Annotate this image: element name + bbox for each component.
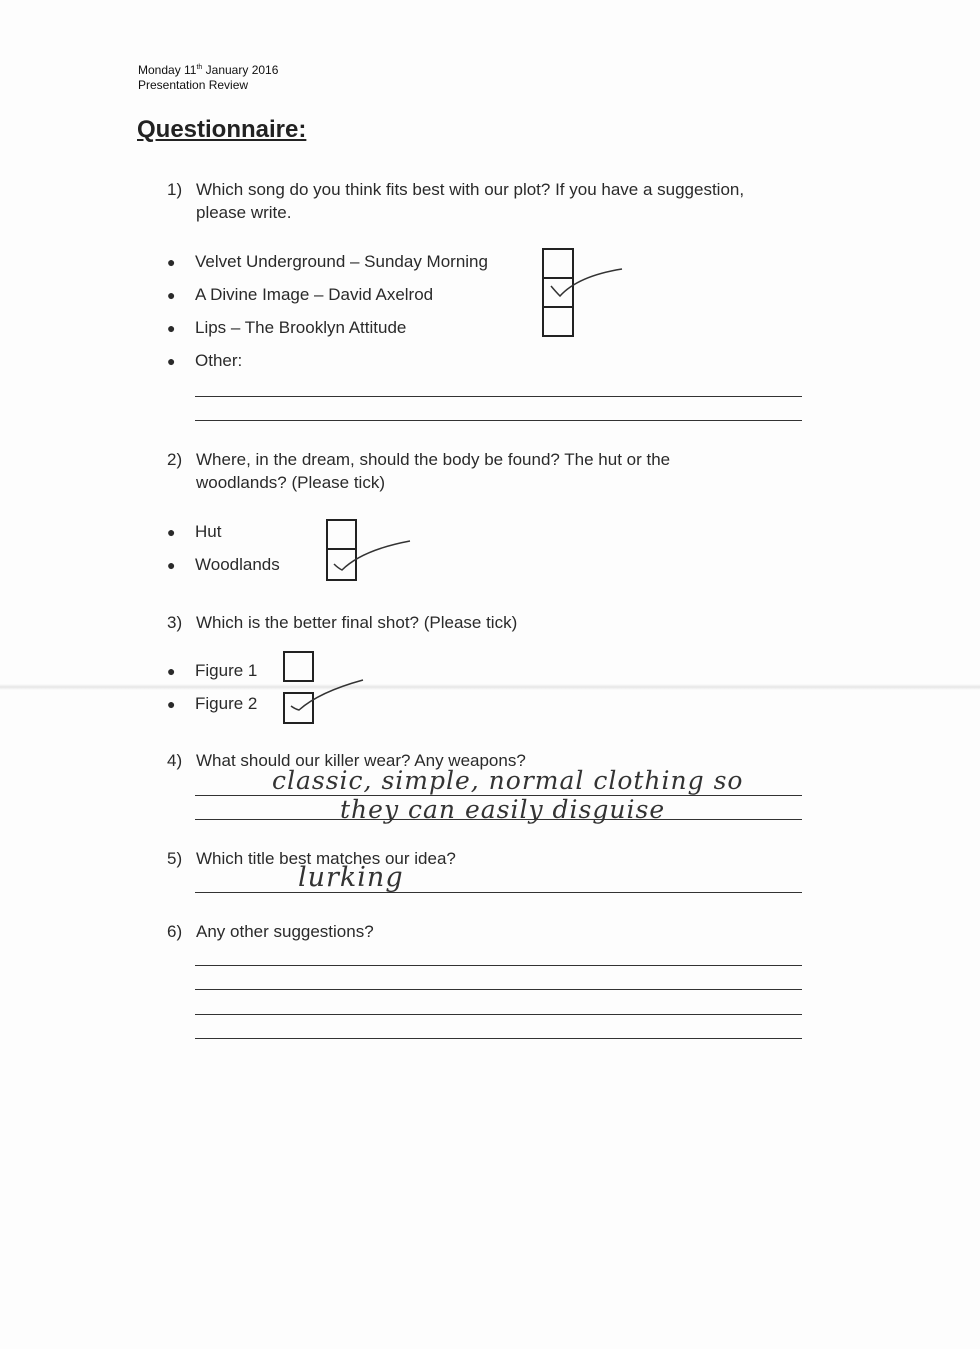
option-label: Figure 1	[195, 661, 258, 680]
question-number: 5)	[167, 849, 183, 868]
bullet-icon: ●	[167, 557, 176, 573]
question-number: 1)	[167, 180, 183, 199]
answer-line[interactable]	[195, 965, 802, 966]
question-text: Which is the better final shot? (Please tick)	[196, 613, 518, 632]
answer-line[interactable]	[195, 1038, 802, 1039]
handwritten-answer: they can easily disguise	[340, 795, 666, 824]
option-label: Figure 2	[195, 694, 258, 713]
header	[138, 60, 278, 93]
question-text: Which title best matches our idea?	[196, 849, 456, 868]
tick-mark-icon	[548, 266, 628, 306]
header-date: Monday 11th January 2016	[138, 63, 279, 77]
question-text: Where, in the dream, should the body be found? The hut or the	[196, 450, 671, 469]
question-number: 4)	[167, 751, 183, 770]
question-5	[167, 847, 807, 871]
question-text: What should our killer wear? Any weapons?	[196, 751, 526, 770]
question-text: please write.	[196, 203, 292, 222]
question-2	[167, 448, 807, 498]
handwritten-answer: lurking	[298, 862, 404, 893]
option-label: Velvet Underground – Sunday Morning	[195, 252, 488, 271]
bullet-icon: ●	[167, 254, 176, 270]
option-label: Hut	[195, 522, 222, 541]
write-in-line[interactable]	[195, 420, 802, 421]
option-label: Other:	[195, 351, 243, 370]
tick-mark-icon	[332, 538, 414, 574]
bullet-icon: ●	[167, 287, 176, 303]
answer-line[interactable]	[195, 819, 802, 820]
option-label: Woodlands	[195, 555, 280, 574]
bullet-icon: ●	[167, 696, 176, 712]
answer-line[interactable]	[195, 1014, 802, 1015]
checkbox[interactable]	[542, 306, 574, 337]
paper-fold	[0, 684, 980, 690]
option-label: A Divine Image – David Axelrod	[195, 285, 434, 304]
question-text: woodlands? (Please tick)	[196, 473, 385, 492]
handwritten-answer: classic, simple, normal clothing so	[272, 766, 744, 795]
question-text: Any other suggestions?	[196, 922, 374, 941]
page-title: Questionnaire:	[137, 116, 307, 143]
question-3	[167, 611, 807, 635]
bullet-icon: ●	[167, 524, 176, 540]
answer-line[interactable]	[195, 892, 802, 893]
question-number: 3)	[167, 613, 183, 632]
write-in-line[interactable]	[195, 396, 802, 397]
bullet-icon: ●	[167, 353, 176, 369]
question-text: Which song do you think fits best with our plot? If you have a suggestion,	[196, 180, 745, 199]
tick-mark-icon	[289, 678, 367, 714]
question-number: 6)	[167, 922, 183, 941]
question-6	[167, 920, 807, 944]
option-label: Lips – The Brooklyn Attitude	[195, 318, 407, 337]
answer-line[interactable]	[195, 989, 802, 990]
header-subtitle: Presentation Review	[138, 78, 249, 92]
question-number: 2)	[167, 450, 183, 469]
bullet-icon: ●	[167, 663, 176, 679]
bullet-icon: ●	[167, 320, 176, 336]
question-1	[167, 178, 807, 228]
